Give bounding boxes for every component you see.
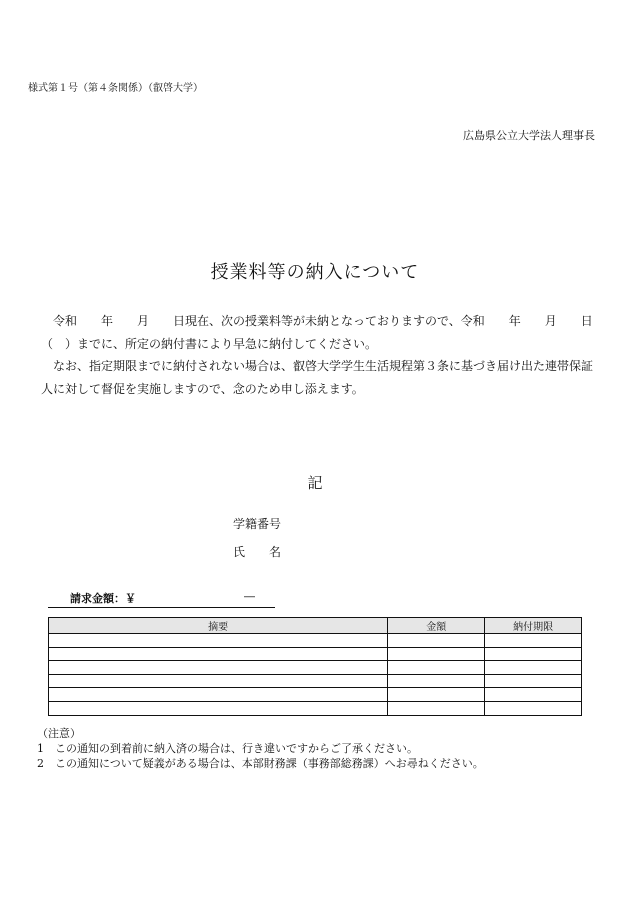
due-date-cell bbox=[485, 688, 582, 702]
amount-cell bbox=[388, 634, 485, 648]
billing-amount-line bbox=[48, 590, 275, 608]
table-row bbox=[49, 647, 582, 661]
body-text bbox=[41, 310, 596, 400]
amount-cell bbox=[388, 661, 485, 675]
billing-amount-label: 請求金額：￥ bbox=[70, 592, 136, 605]
description-cell bbox=[49, 634, 388, 648]
due-date-cell bbox=[485, 674, 582, 688]
header-description: 摘要 bbox=[49, 618, 388, 634]
description-cell bbox=[49, 688, 388, 702]
form-number: 様式第１号（第４条関係）（叡啓大学） bbox=[28, 83, 203, 94]
due-date-cell bbox=[485, 647, 582, 661]
table-row bbox=[49, 688, 582, 702]
amount-cell bbox=[388, 701, 485, 715]
ki-heading: 記 bbox=[307, 474, 323, 492]
table-row bbox=[49, 661, 582, 675]
amount-cell bbox=[388, 688, 485, 702]
billing-table bbox=[48, 617, 582, 716]
table-row bbox=[49, 634, 582, 648]
student-name-label: 氏 名 bbox=[233, 545, 282, 559]
description-cell bbox=[49, 674, 388, 688]
note-item-2: 2 この通知について疑義がある場合は、本部財務課（事務部総務課）へお尋ねください。 bbox=[37, 757, 484, 770]
document-title: 授業料等の納入について bbox=[210, 262, 420, 283]
amount-cell bbox=[388, 674, 485, 688]
due-date-cell bbox=[485, 701, 582, 715]
table-header-row bbox=[49, 618, 582, 634]
table-body bbox=[49, 634, 582, 716]
header-due-date: 納付期限 bbox=[485, 618, 582, 634]
note-item-1: 1 この通知の到着前に納入済の場合は、行き違いですからご了承ください。 bbox=[37, 742, 418, 755]
description-cell bbox=[49, 647, 388, 661]
billing-amount-suffix: ― bbox=[244, 590, 255, 603]
description-cell bbox=[49, 701, 388, 715]
body-paragraph-1: 令和 年 月 日現在、次の授業料等が未納となっておりますので、令和 年 月 日（ ）までに、所定の納付書により早急に納付してください。 bbox=[41, 314, 593, 351]
student-id-label: 学籍番号 bbox=[233, 517, 282, 531]
due-date-cell bbox=[485, 634, 582, 648]
table-row bbox=[49, 674, 582, 688]
description-cell bbox=[49, 661, 388, 675]
header-amount: 金額 bbox=[388, 618, 485, 634]
due-date-cell bbox=[485, 661, 582, 675]
body-paragraph-2: なお、指定期限までに納付されない場合は、叡啓大学学生生活規程第３条に基づき届け出た連帯保証人に対して督促を実施しますので、念のため申し添えます。 bbox=[41, 359, 594, 396]
issuer-name: 広島県公立大学法人理事長 bbox=[463, 129, 595, 142]
notes-section bbox=[37, 726, 484, 771]
notes-heading: （注意） bbox=[37, 727, 81, 740]
amount-cell bbox=[388, 647, 485, 661]
table-row bbox=[49, 701, 582, 715]
